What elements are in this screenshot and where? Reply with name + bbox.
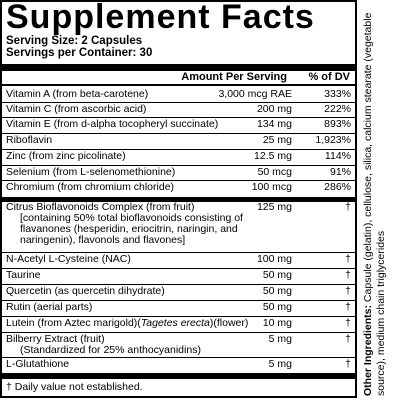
nutrient-name: Taurine [6,269,41,281]
nutrient-name: Rutin (aerial parts) [6,301,93,313]
nutrient-subtext: (Standardized for 25% anthocyanidins) [20,344,201,356]
daily-value: † [345,269,351,281]
nutrient-name: L-Glutathione [6,358,70,370]
other-ingredients-text: Capsule (gelatin), cellulose, silica, calcium stearate (vegetable source), medium chain triglycerides [362,12,387,396]
nutrient-name: Citrus Bioflavonoids Complex (from fruit) [6,201,195,213]
daily-value: † [345,333,351,345]
daily-value: † [345,358,351,370]
nutrient-name: Bilberry Extract (fruit) [6,333,105,345]
footnote: † Daily value not established. [6,381,143,393]
table-row [2,269,355,285]
daily-value: † [345,301,351,313]
panel-title: Supplement Facts [6,0,315,36]
amount-per-serving: 10 mg [262,317,292,329]
table-row [2,333,355,358]
bottom-thick-divider [2,373,355,379]
daily-value: † [345,317,351,329]
amount-per-serving: 100 mcg [251,181,292,193]
nutrient-subtext: [containing 50% total bioflavonoids consisting of [20,212,243,224]
amount-header: Amount Per Serving [181,71,287,83]
daily-value: 114% [324,150,351,162]
thick-divider [2,64,355,71]
nutrient-name: Zinc (from zinc picolinate) [6,150,126,162]
table-row [2,301,355,317]
nutrient-name: Chromium (from chromium chloride) [6,181,175,193]
other-ingredients-label: Other Ingredients: [362,304,374,396]
daily-value: 91% [329,166,351,178]
amount-per-serving: 50 mg [262,285,292,297]
table-row [2,150,355,166]
daily-value: 1,923% [315,134,351,146]
amount-per-serving: 50 mg [262,301,292,313]
daily-value: 286% [324,181,351,193]
nutrient-subtext: flavanones (hesperidin, eriocitrin, naringin, and [20,223,238,235]
daily-value: 222% [324,103,351,115]
table-row [2,285,355,301]
nutrient-name: Riboflavin [6,134,53,146]
serving-size: Serving Size: 2 Capsules [6,35,143,47]
nutrient-name: Quercetin (as quercetin dihydrate) [6,285,165,297]
amount-per-serving: 5 mg [268,333,292,345]
daily-value: † [345,253,351,265]
nutrient-name: Vitamin C (from ascorbic acid) [6,103,147,115]
daily-value: 333% [324,88,351,100]
amount-per-serving: 12.5 mg [254,150,292,162]
amount-per-serving: 50 mcg [257,166,292,178]
table-row [2,317,355,333]
table-row [2,181,355,197]
amount-per-serving: 3,000 mcg RAE [218,88,292,100]
amount-per-serving: 134 mg [256,118,292,130]
nutrient-name: N-Acetyl L-Cysteine (NAC) [6,253,131,265]
table-row [2,118,355,134]
other-ingredients [362,6,400,396]
nutrient-subtext: naringenin), flavonols and flavones] [20,234,186,246]
table-row [2,166,355,181]
header-divider [2,84,355,86]
daily-value: † [345,201,351,213]
amount-per-serving: 50 mg [262,269,292,281]
amount-per-serving: 25 mg [262,134,292,146]
table-row [2,253,355,269]
table-row [2,134,355,150]
daily-value: † [345,285,351,297]
servings-per-container: Servings per Container: 30 [6,47,153,59]
table-row [2,88,355,103]
amount-per-serving: 100 mg [256,253,292,265]
amount-per-serving: 5 mg [268,358,292,370]
nutrient-name: Vitamin E (from d-alpha tocopheryl succinate) [6,118,219,130]
amount-per-serving: 125 mg [256,201,292,213]
nutrient-name: Selenium (from L-selenomethionine) [6,166,176,178]
amount-per-serving: 200 mg [256,103,292,115]
table-row [2,103,355,118]
nutrient-name: Vitamin A (from beta-carotene) [6,88,149,100]
nutrient-name: Lutein (from Aztec marigold)(Tagetes erecta)(flower) [6,317,249,329]
daily-value: 893% [324,118,351,130]
table-row [2,201,355,253]
dv-header: % of DV [308,71,350,83]
